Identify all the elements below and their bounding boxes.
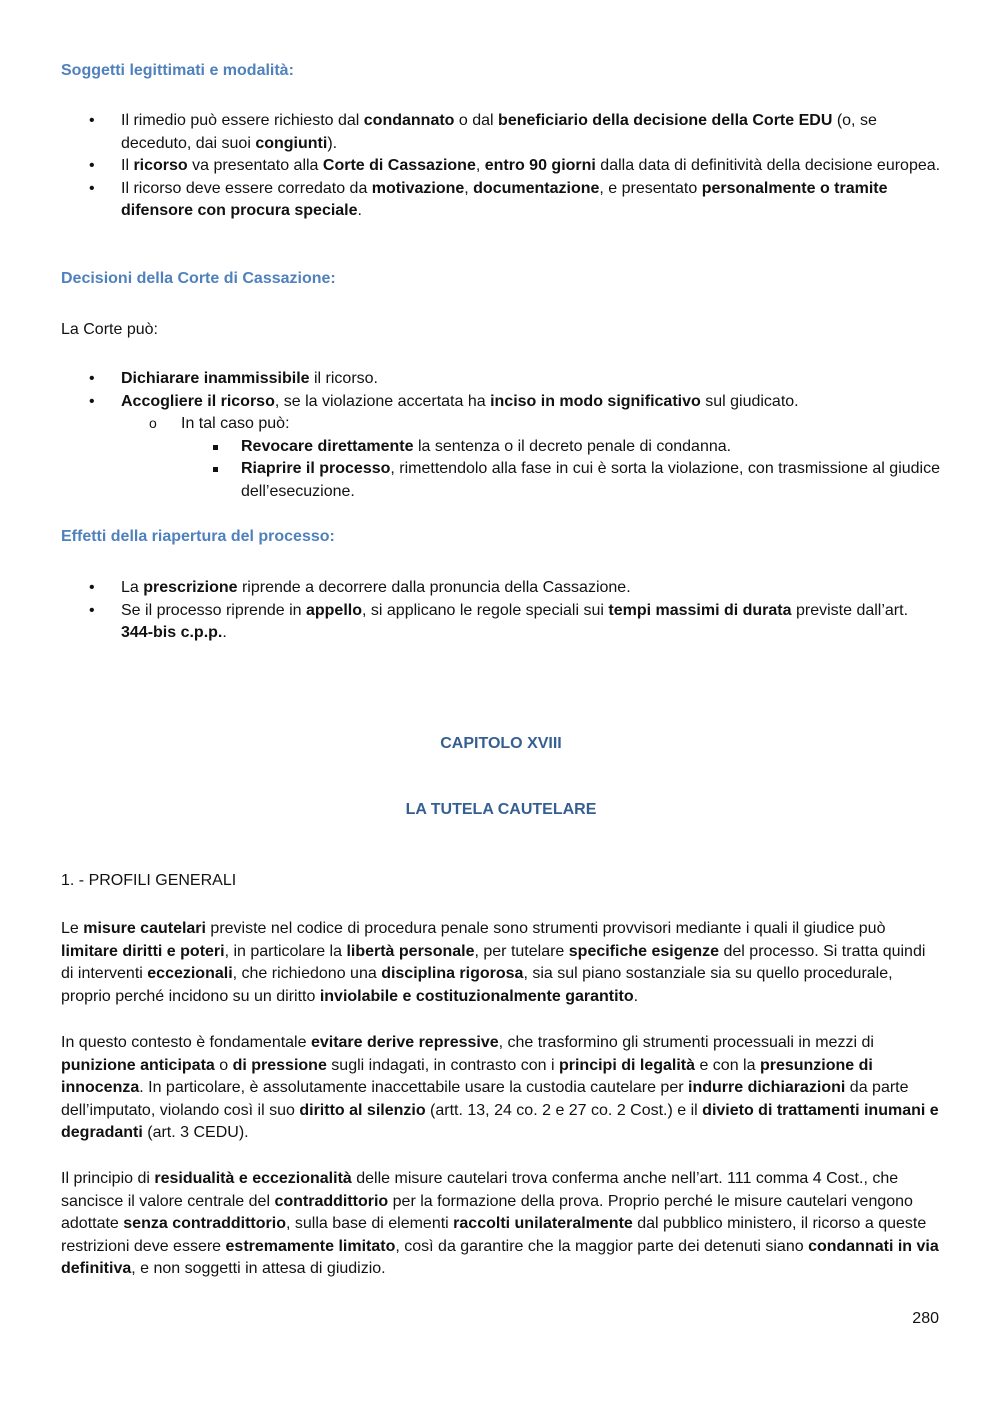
text-run: delle misure cautelari trova conferma anche nell’art. 111 comma 4 Cost., che sancisce il valore centrale del	[61, 1170, 899, 1210]
bold-text: presunzione di innocenza	[61, 1056, 873, 1096]
text-run: per la formazione della prova. Proprio perché le misure cautelari vengono adottate	[61, 1192, 913, 1232]
text-run: o	[214, 1056, 233, 1074]
text-run: la sentenza o il decreto penale di condanna.	[413, 437, 732, 455]
text-run: previste dall’art.	[791, 601, 909, 619]
sub-list-item	[121, 413, 941, 503]
bold-text: raccolti unilateralmente	[453, 1215, 633, 1232]
bold-text: appello	[305, 601, 362, 619]
bold-text: inciso in modo significativo	[490, 392, 701, 410]
page-number: 280	[912, 1310, 939, 1327]
bullet-list-soggetti	[61, 110, 941, 223]
bold-text: beneficiario della decisione della Corte EDU	[498, 112, 833, 129]
text-run: sugli indagati, in contrasto con i	[326, 1056, 559, 1074]
text-run: o dal	[454, 112, 499, 129]
bold-text: divieto di trattamenti inumani e degradanti	[61, 1101, 939, 1141]
text-run: , in particolare la	[224, 942, 347, 960]
text-run: , per tutelare	[474, 942, 569, 960]
text-run: La	[121, 579, 144, 596]
list-item-text	[121, 393, 799, 410]
bold-text: entro 90 giorni	[484, 157, 596, 174]
body-paragraph	[61, 1032, 941, 1145]
text-run: Il ricorso deve essere corredato da	[121, 179, 372, 197]
section-heading-effetti: Effetti della riapertura del processo:	[61, 528, 335, 545]
bold-text: documentazione	[473, 179, 600, 197]
text-run: , se la violazione accertata ha	[274, 392, 491, 410]
text-run: .	[222, 624, 227, 641]
list-item	[61, 577, 941, 600]
bold-text: eccezionali	[147, 965, 233, 982]
bold-text: inviolabile e costituzionalmente garantito	[319, 987, 634, 1005]
text-run: ).	[327, 134, 338, 152]
bold-text: Dichiarare inammissibile	[121, 370, 310, 387]
bold-text: congiunti	[255, 134, 328, 152]
section-heading-soggetti: Soggetti legittimati e modalità:	[61, 62, 294, 79]
text-run: e con la	[695, 1056, 760, 1074]
text-run: Il rimedio può essere richiesto dal	[121, 112, 364, 129]
bold-text: Riaprire il processo	[241, 460, 391, 477]
bold-text: punizione anticipata	[61, 1056, 215, 1074]
text-run: , così da garantire che la maggior parte dei detenuti siano	[395, 1237, 809, 1255]
text-run: , che richiedono una	[232, 965, 382, 982]
list-item	[61, 155, 941, 178]
bold-text: libertà personale	[346, 942, 475, 960]
text-run: , e non soggetti in attesa di giudizio.	[131, 1260, 386, 1277]
bold-text: condannati in via definitiva	[61, 1237, 939, 1277]
text-run: ,	[475, 157, 485, 174]
text-run: riprende a decorrere dalla pronuncia della Cassazione.	[237, 579, 631, 596]
bullet-list-effetti	[61, 577, 941, 645]
text-run: Il principio di	[61, 1170, 155, 1187]
text-run: , si applicano le regole speciali sui	[362, 601, 609, 619]
bold-text: condannato	[363, 112, 455, 129]
chapter-title: LA TUTELA CAUTELARE	[405, 801, 597, 818]
text-run: del processo. Si tratta quindi di interventi	[61, 942, 926, 982]
list-item	[61, 368, 941, 391]
bold-text: evitare derive repressive	[310, 1034, 499, 1051]
chapter-number: CAPITOLO XVIII	[440, 735, 562, 752]
bold-text: specifiche esigenze	[568, 942, 720, 960]
text-run: va presentato alla	[187, 157, 323, 174]
text-run: .	[633, 987, 639, 1005]
text-run: previste nel codice di procedura penale sono strumenti provvisori mediante i quali il giudice può	[205, 920, 886, 937]
bold-text: motivazione	[371, 179, 465, 197]
text-run: da parte dell’imputato, violando così il suo	[61, 1079, 909, 1119]
bold-text: tempi massimi di durata	[608, 601, 792, 619]
list-item	[61, 391, 941, 504]
bold-text: disciplina rigorosa	[381, 965, 524, 982]
text-run: (artt. 13, 24 co. 2 e 27 co. 2 Cost.) e il	[425, 1101, 703, 1119]
bold-text: Corte di Cassazione	[322, 157, 476, 174]
bold-text: limitare diritti e poteri	[61, 942, 225, 960]
subheading: 1. - PROFILI GENERALI	[61, 872, 237, 889]
text-run: dalla data di definitività della decisione europea.	[595, 157, 941, 174]
body-paragraph	[61, 918, 941, 1008]
text-run: (art. 3 CEDU).	[142, 1124, 249, 1141]
text-run: .	[357, 202, 362, 219]
text-run: In questo contesto è fondamentale	[61, 1034, 311, 1051]
text-run: , sulla base di elementi	[285, 1215, 454, 1232]
section-heading-decisioni: Decisioni della Corte di Cassazione:	[61, 270, 336, 287]
body-paragraph	[61, 1168, 941, 1281]
text-run: . In particolare, è assolutamente inaccettabile usare la custodia cautelare per	[139, 1079, 688, 1096]
text-run: Il	[121, 157, 134, 174]
text-run: dal pubblico ministero, il ricorso a queste restrizioni deve essere	[61, 1215, 927, 1255]
bold-text: diritto al silenzio	[299, 1101, 426, 1119]
bold-text: 344-bis c.p.p.	[121, 624, 223, 641]
sub-list-label: In tal caso può:	[181, 415, 290, 432]
bold-text: prescrizione	[143, 579, 238, 596]
paragraph-intro: La Corte può:	[61, 321, 158, 338]
text-run: , e presentato	[599, 179, 702, 197]
bold-text: Accogliere il ricorso	[121, 392, 275, 410]
bold-text: senza contraddittorio	[123, 1215, 286, 1232]
bold-text: residualità e eccezionalità	[154, 1170, 352, 1187]
bold-text: principi di legalità	[558, 1056, 696, 1074]
nested-list-item	[181, 436, 941, 459]
bold-text: ricorso	[133, 157, 188, 174]
bold-text: estremamente limitato	[225, 1237, 396, 1255]
list-item	[61, 178, 941, 223]
bold-text: personalmente o tramite difensore con procura speciale	[121, 179, 888, 219]
text-run: ,	[464, 179, 474, 197]
bold-text: contraddittorio	[274, 1192, 389, 1210]
text-run: sul giudicato.	[700, 392, 799, 410]
bold-text: misure cautelari	[83, 920, 206, 937]
list-item	[61, 600, 941, 645]
nested-list-item	[181, 458, 941, 503]
text-run: , sia sul piano sostanziale sia su quello procedurale, proprio perché incidono su un diritto	[61, 965, 893, 1005]
bold-text: indurre dichiarazioni	[688, 1079, 846, 1096]
list-item	[61, 110, 941, 155]
text-run: Se il processo riprende in	[121, 601, 306, 619]
text-run: (o, se deceduto, dai suoi	[121, 112, 877, 152]
bullet-list-decisioni	[61, 368, 941, 503]
text-run: il ricorso.	[309, 370, 378, 387]
text-run: , rimettendolo alla fase in cui è sorta la violazione, con trasmissione al giudice dell’esecuzione.	[241, 460, 941, 500]
text-run: Le	[61, 920, 84, 937]
bold-text: Revocare direttamente	[241, 437, 414, 455]
bold-text: di pressione	[232, 1056, 327, 1074]
text-run: , che trasformino gli strumenti processuali in mezzi di	[498, 1034, 874, 1051]
